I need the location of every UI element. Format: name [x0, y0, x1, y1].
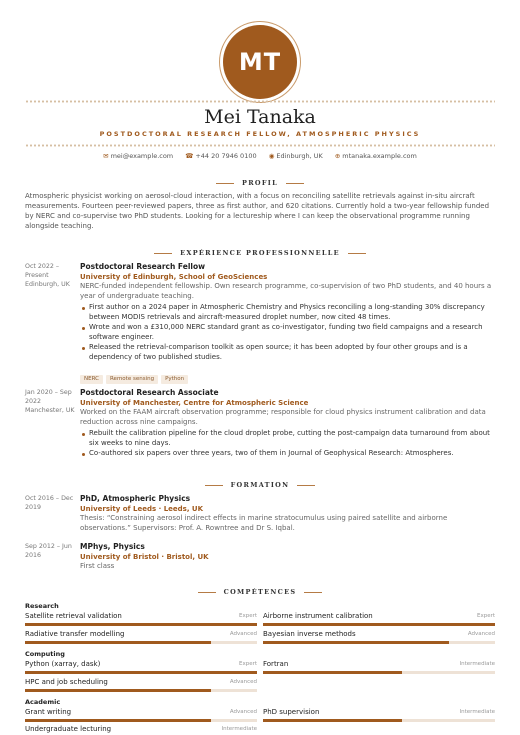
- skill-level-bar: [25, 689, 211, 692]
- candidate-name: Mei Tanaka: [204, 106, 316, 128]
- skill-item: Python (xarray, dask) Expert: [25, 660, 257, 674]
- entry-institution: University of Leeds · Leeds, UK: [80, 505, 204, 513]
- contact-phone[interactable]: [185, 152, 256, 160]
- phone-text: +44 20 7946 0100: [195, 152, 257, 160]
- skill-level-bar: [263, 623, 495, 626]
- skill-level-bar: [263, 671, 402, 674]
- skill-item: Airborne instrument calibration Expert: [263, 612, 495, 626]
- entry-location: Edinburgh, UK: [25, 281, 70, 288]
- job-title: POSTDOCTORAL RESEARCH FELLOW, ATMOSPHERIC PHYSICS: [99, 130, 421, 138]
- entry-role: Postdoctoral Research Associate: [80, 388, 219, 397]
- skill-tag: NERC: [80, 375, 103, 384]
- entry-description: NERC-funded independent fellowship. Own research programme, co-supervision of two PhD students, and 40 hours a year of undergraduate teaching.: [80, 282, 492, 300]
- skill-item: Undergraduate lecturing Intermediate: [25, 725, 257, 733]
- skill-category: Computing: [25, 650, 65, 658]
- entry-bullet: Rebuilt the calibration pipeline for the cloud droplet probe, cutting the post-campaign data turnaround from about six weeks to nine days.: [80, 429, 495, 448]
- globe-icon: ⊕: [334, 152, 341, 160]
- skill-item: Fortran Intermediate: [263, 660, 495, 674]
- entry-description: First class: [80, 562, 115, 570]
- skill-item: Bayesian inverse methods Advanced: [263, 630, 495, 644]
- profile-text: Atmospheric physicist working on aerosol-cloud interaction, with a focus on reconciling satellite retrievals against in-situ aircraft measurements. Fourteen peer-reviewed papers, three as first author, and 620 citations. Currently hold a two-year fellowship funded by NERC and co-supervise two PhD students. Looking for a lectureship where I can keep the observational programme running alongside teaching.: [25, 192, 490, 230]
- contact-bar: [0, 152, 520, 160]
- entry-institution: University of Bristol · Bristol, UK: [80, 553, 209, 561]
- contact-location: [269, 152, 323, 160]
- skill-item: PhD supervision Intermediate: [263, 708, 495, 722]
- monogram-avatar: MT: [223, 25, 297, 99]
- divider: [25, 144, 495, 147]
- entry-dates: Sep 2012 – Jun 2016: [25, 543, 72, 559]
- location-icon: ◉: [268, 152, 275, 160]
- section-title-skills: COMPÉTENCES: [0, 588, 520, 596]
- location-text: Edinburgh, UK: [276, 152, 323, 160]
- skill-tag: Remote sensing: [106, 375, 158, 384]
- entry-dates: Jan 2020 – Sep 2022 Manchester, UK: [25, 388, 77, 415]
- entry-description: Worked on the FAAM aircraft observation programme; responsible for cloud physics instrument calibration and data reduction across nine campaigns.: [80, 408, 486, 426]
- entry-bullet: Wrote and won a £310,000 NERC standard grant as co-investigator, funding two field campaigns and a research software engineer.: [80, 323, 495, 342]
- phone-icon: ☎: [185, 152, 194, 160]
- skill-level-bar: [25, 623, 257, 626]
- entry-location: Manchester, UK: [25, 407, 75, 414]
- entry-degree: MPhys, Physics: [80, 542, 145, 551]
- entry-bullet: Co-authored six papers over three years, two of them in Journal of Geophysical Research: Atmospheres.: [80, 449, 495, 459]
- entry-bullet: First author on a 2024 paper in Atmospheric Chemistry and Physics reconciling a long-standing 30% discrepancy between MODIS retrievals and aircraft-measured droplet number, now cited 48 times.: [80, 303, 495, 322]
- divider: [25, 100, 495, 103]
- skill-level-bar: [25, 719, 211, 722]
- entry-description: Thesis: “Constraining aerosol indirect effects in marine stratocumulus using paired satellite and airborne observations.” Supervisors: Prof. A. Rowntree and Dr S. Iqbal.: [80, 514, 448, 532]
- skill-tag: Python: [161, 375, 188, 384]
- entry-bullet: Released the retrieval-comparison toolkit as open source; it has been adopted by four other groups and is a dependency of two published studies.: [80, 343, 495, 362]
- entry-organization: University of Edinburgh, School of GeoSciences: [80, 273, 268, 281]
- section-title-profile: PROFIL: [0, 179, 520, 187]
- skill-category: Academic: [25, 698, 61, 706]
- contact-email[interactable]: [103, 152, 173, 160]
- entry-degree: PhD, Atmospheric Physics: [80, 494, 191, 503]
- skill-level-bar: [263, 719, 402, 722]
- skill-item: Radiative transfer modelling Advanced: [25, 630, 257, 644]
- contact-website[interactable]: [335, 152, 417, 160]
- website-text: mtanaka.example.com: [342, 152, 417, 160]
- skill-item: Satellite retrieval validation Expert: [25, 612, 257, 626]
- skill-level-bar: [263, 641, 449, 644]
- entry-organization: University of Manchester, Centre for Atmospheric Science: [80, 399, 309, 407]
- entry-role: Postdoctoral Research Fellow: [80, 262, 206, 271]
- skill-level-bar: [25, 671, 257, 674]
- entry-dates: Oct 2016 – Dec 2019: [25, 495, 74, 511]
- email-text: mei@example.com: [110, 152, 174, 160]
- email-icon: ✉: [103, 152, 109, 160]
- section-title-experience: EXPÉRIENCE PROFESSIONNELLE: [0, 249, 520, 257]
- section-title-education: FORMATION: [0, 481, 520, 489]
- skill-item: HPC and job scheduling Advanced: [25, 678, 257, 692]
- entry-dates: Oct 2022 – Present Edinburgh, UK: [25, 262, 77, 289]
- skill-item: Grant writing Advanced: [25, 708, 257, 722]
- skill-category: Research: [25, 602, 59, 610]
- skill-level-bar: [25, 641, 211, 644]
